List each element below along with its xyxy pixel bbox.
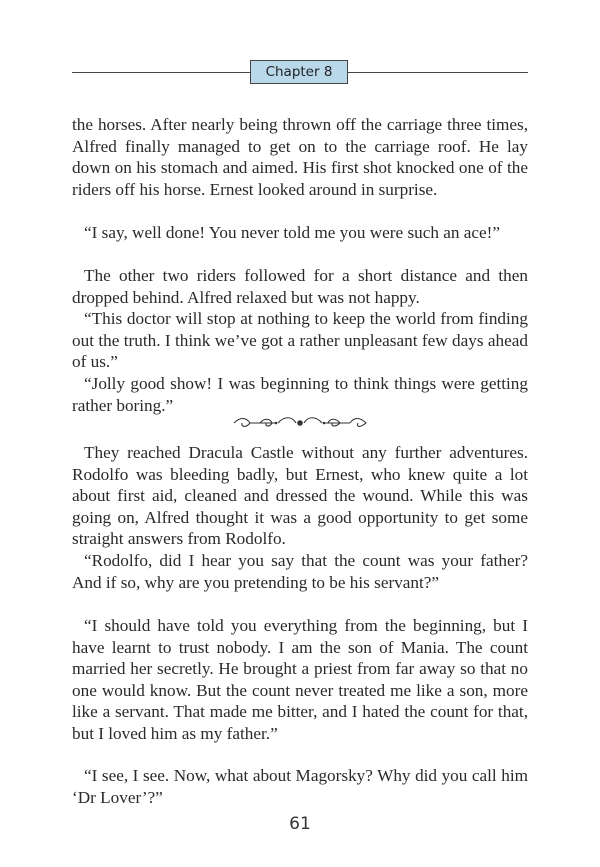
paragraph-9: “I see, I see. Now, what about Magorsky? Why did you call him ‘Dr Lover’?”: [72, 766, 528, 807]
paragraph-2: “I say, well done! You never told me you were such an ace!”: [84, 223, 501, 242]
section-divider-ornament: [230, 414, 370, 432]
chapter-label: Chapter 8: [250, 60, 348, 84]
paragraph-4: “This doctor will stop at nothing to keep the world from finding out the truth. I think we’ve got a rather unpleasant few days ahead of us.”: [72, 309, 528, 372]
paragraph-6: They reached Dracula Castle without any further adventures. Rodolfo was bleeding badly, but Ernest, who knew quite a lot about first aid, cleaned and dressed the wound. While this was going on, Alfred thought it was a good opportunity to get some straight answers from Rodolfo.: [72, 443, 528, 549]
paragraph-1: the horses. After nearly being thrown off the carriage three times, Alfred finally managed to get on to the carriage roof. He lay down on his stomach and aimed. His first shot knocked one of the riders off his horse. Ernest looked around in surprise.: [72, 115, 528, 199]
page-number: 61: [289, 814, 311, 834]
paragraph-5: “Jolly good show! I was beginning to think things were getting rather boring.”: [72, 374, 528, 415]
paragraph-8: “I should have told you everything from the beginning, but I have learnt to trust nobody. I am the son of Mania. The count married her secretly. He brought a priest from far away so that no one would know. But the count never treated me like a son, more like a servant. That made me bitter, and I hated the count for that, but I loved him as my father.”: [72, 616, 528, 743]
paragraph-3: The other two riders followed for a short distance and then dropped behind. Alfred relaxed but was not happy.: [72, 266, 528, 307]
paragraph-7: “Rodolfo, did I hear you say that the count was your father? And if so, why are you pretending to be his servant?”: [72, 551, 528, 592]
